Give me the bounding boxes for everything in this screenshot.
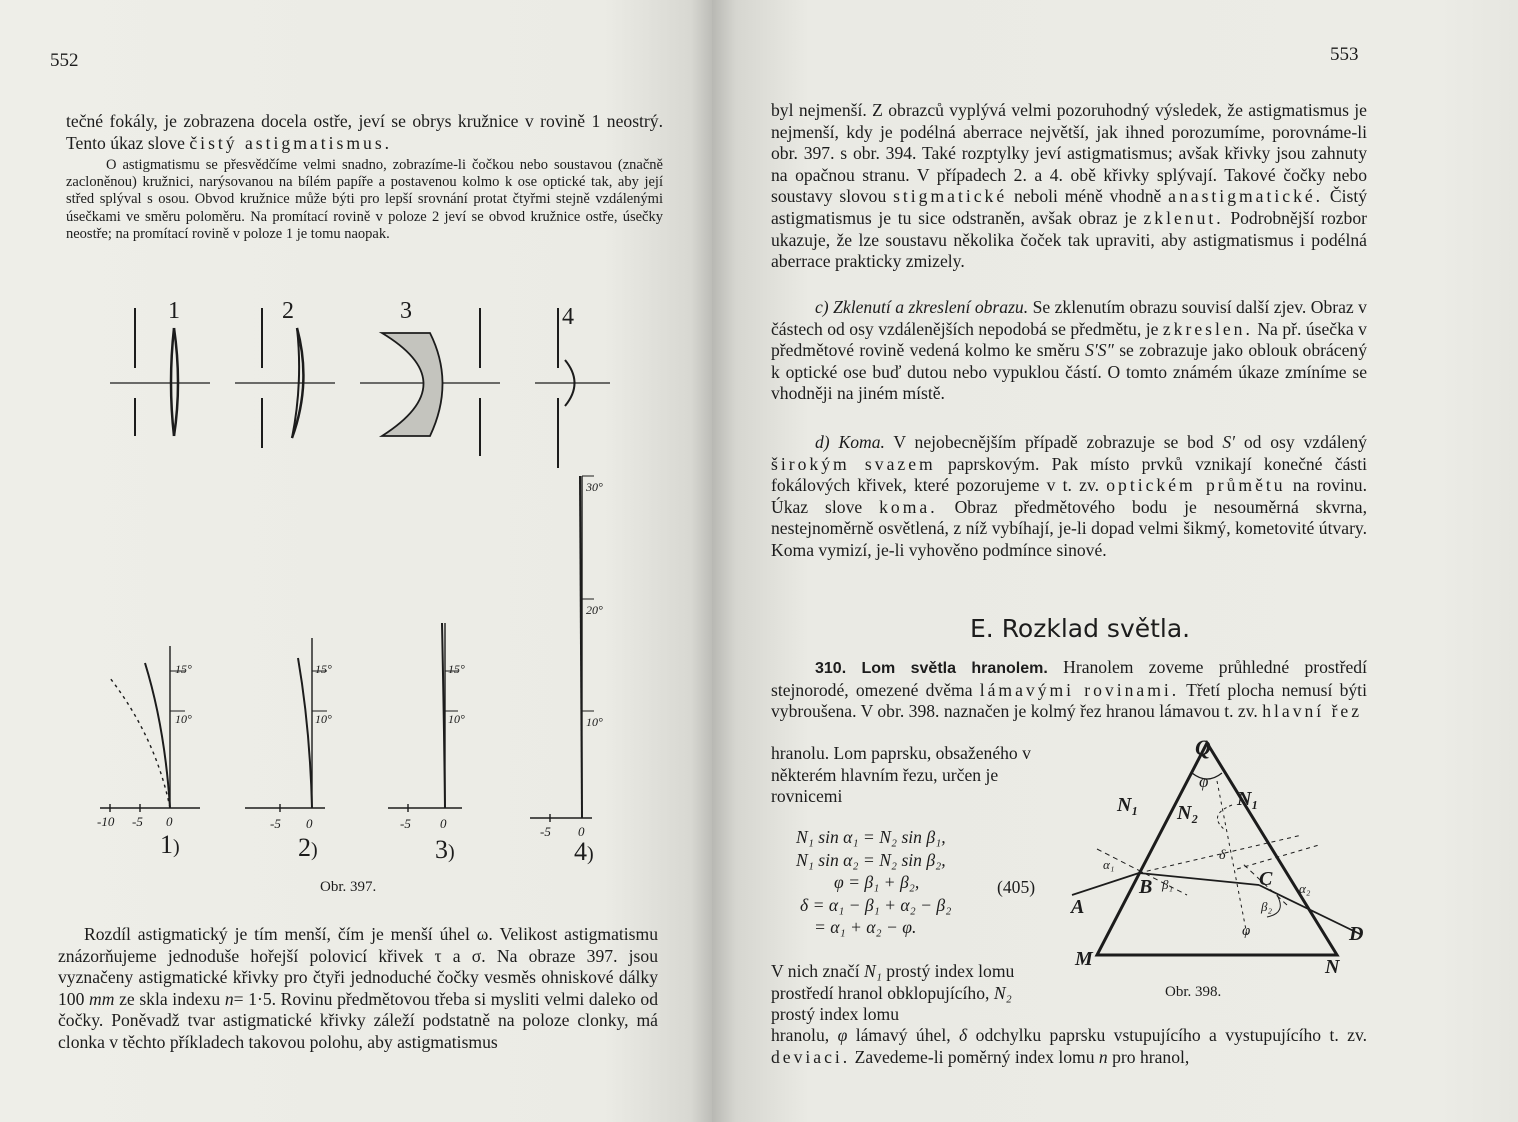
astigmatic-curves-4 [530,476,594,822]
svg-text:15°: 15° [448,662,465,676]
fig-label-2: 2 [282,298,294,324]
fig-label-4: 4 [562,304,574,330]
svg-text:-5: -5 [270,816,281,831]
svg-text:δ: δ [1219,848,1226,863]
svg-text:-5: -5 [400,816,411,831]
svg-text:15°: 15° [315,662,332,676]
paragraph-astigmatism-result: byl nejmenší. Z obrazců vyplývá velmi pozoruhodný výsledek, že astigmatismus je nejmenší, kdy je podélná aberrace největší, jak ihned porozumíme, porovnáme-li obr. 397. s obr. 394. Také rozptylky jeví astigmatismus; avšak křivky jsou zahnuty na opačnou stranu. V případech 2. a 4. obě křivky splývají. Takové čočky nebo soustavy slovou stigmatické neboli méně vhodně anastigmatické. Čistý astigmatismus je tu sice odstraněn, avšak obraz je zklenut. Podrobnější rozbor ukazuje, že lze soustavu několika čoček tak upraviti, aby astigmatismus i podélná aberrace prakticky zmizely. [771,100,1368,272]
svg-text:20°: 20° [586,603,603,617]
fig-label-1: 1 [168,298,180,324]
svg-text:N: N [1325,956,1340,978]
svg-text:α₂: α₂ [1299,881,1311,896]
paragraph-astigmatic-difference: Rozdíl astigmatický je tím menší, čím je menší úhel ω. Velikost astigmatismu znázorňujeme jednoduše hořejší polovicí křivek τ a σ. Na obraze 397. jsou vyznačeny astigmatické křivky pro čtyři jednoduché čočky vesměs ohniskové dálky 100 mm ze skla indexu n= 1·5. Rovinu předmětovou třeba si mysliti velmi daleko od čočky. Poněvadž tvar astigmatické křivky záleží podstatně na poloze clonky, má clonka v těchto příkladech takovou polohu, aby astigmatismus [58,924,659,1052]
svg-text:C: C [1259,868,1273,890]
panel-label-4: 4) [574,837,594,866]
emergent-ray [1259,885,1362,935]
svg-text:10°: 10° [448,712,465,726]
equation-block-405: N₁ sin α₁ = N₂ sin β₁, N₁ sin α₂ = N₂ sin β₂, φ = β₁ + β₂, δ = α₁ − β₁ + α₂ − β₂ = α₁ + α₂ − φ. [796,827,952,937]
paragraph-coma: d) Koma. V nejobecnějším případě zobrazuje se bod S′ od osy vzdálený širokým svazem paprskovým. Pak místo prvků vznikají konečné části fokálových křivek, které pozorujeme v t. zv. optickém průmětu na rovinu. Úkaz slove koma. Obraz předmětového bodu je nesouměrná skvrna, nestejnoměrně osvětlená, z níž vybíhají, je-li dopad velmi šikmý, kometovité útvary. Koma vymizí, je-li vyhověno podmínce sinové. [771,432,1367,560]
paragraph-deviation: hranolu, φ lámavý úhel, δ odchylku paprsku vstupujícího a vystupujícího t. zv. deviaci. Zavedeme-li poměrný index lomu n pro hranol, [771,1025,1368,1067]
svg-text:A: A [1071,896,1085,918]
lens-diagram-2 [235,308,335,448]
svg-text:D: D [1349,923,1364,945]
lens-diagram-1 [110,308,210,436]
svg-text:φ: φ [1199,772,1209,791]
paragraph-prism-intro: 310. Lom světla hranolem. Hranolem zoveme průhledné prostředí stejnorodé, omezené dvěma lámavými rovinami. Třetí plocha nemusí býti vybroušena. V obr. 398. naznačen je kolmý řez hranou lámavou t. zv. hlavní řez [771,657,1367,722]
figure-397 [90,288,630,908]
svg-text:0: 0 [166,814,173,829]
svg-text:N₁: N₁ [1237,788,1259,810]
paragraph-astigmatism-intro: tečné fokály, je zobrazena docela ostře, jeví se obrys kružnice v rovině 1 neostrý. Tento úkaz slove čistý astigmatismus. [66,111,663,153]
lens-diagram-3 [360,308,500,456]
figure-398 [1067,735,1387,985]
figure-397-caption: Obr. 397. [320,879,377,895]
lens-diagram-4 [535,308,610,468]
fig-label-3: 3 [400,298,412,324]
panel-label-2: 2) [298,833,318,862]
paragraph-index-definitions: V nich značí N₁ prostý index lomu prostředí hranol obklopujícího, N₂ prostý index lomu [771,961,1015,1025]
paragraph-field-curvature: c) Zklenutí a zkreslení obrazu. Se zklenutím obrazu souvisí další zjev. Obraz v částech od osy vzdálenějších nepodobá se předmětu, je zkreslen. Na př. úsečka v předmětové rovině vedená kolmo ke směru S′S″ se zobrazuje jako oblouk obrácený k optické ose buď dutou nebo vypuklou částí. O tomto známém úkaze zmíníme se vhodněji na jiném místě. [771,297,1367,404]
svg-text:β₂: β₂ [1261,899,1272,914]
left-page [0,0,712,1122]
svg-text:φ: φ [1242,923,1251,939]
svg-text:30°: 30° [586,480,603,494]
svg-text:N₁: N₁ [1117,794,1139,816]
figure-398-caption: Obr. 398. [1165,984,1222,1000]
svg-text:-5: -5 [132,814,143,829]
page-number: 553 [1330,44,1359,65]
svg-text:10°: 10° [175,712,192,726]
svg-text:β₁: β₁ [1162,877,1173,892]
right-page [712,0,1518,1122]
svg-text:N₂: N₂ [1177,802,1199,824]
equation-number: (405) [997,877,1036,897]
svg-text:15°: 15° [175,662,192,676]
svg-text:0: 0 [578,824,585,839]
panel-label-3: 3) [435,835,455,864]
svg-text:10°: 10° [586,715,603,729]
prism-triangle [1097,743,1337,955]
svg-text:M: M [1075,948,1093,970]
section-heading: E. Rozklad světla. [970,614,1191,643]
svg-text:0: 0 [306,816,313,831]
svg-text:0: 0 [440,816,447,831]
svg-text:10°: 10° [315,712,332,726]
panel-label-1: 1) [160,830,180,859]
page-number: 552 [50,50,79,71]
svg-text:α₁: α₁ [1103,857,1115,872]
svg-text:-5: -5 [540,824,551,839]
svg-text:B: B [1139,876,1153,898]
internal-ray [1139,873,1259,885]
paragraph-astigmatism-experiment: O astigmatismu se přesvědčíme velmi snadno, zobrazíme-li čočkou nebo soustavou (značně zacloněnou) kružnici, narýsovanou na bílém papíře a postavenou kolmo k ose optické tak, aby její střed splýval s osou. Obvod kružnice může býti pro lepší srovnání protat čtyřmi stejně vzdálenými úsečkami ve směru poloměru. Na promítací rovině v poloze 2 jeví se obvod kružnice ostře, úsečky neostře; na promítací rovině v poloze 1 je tomu naopak. [66,157,663,242]
svg-text:Q: Q [1195,735,1211,760]
paragraph-prism-refraction: hranolu. Lom paprsku, obsaženého v některém hlavním řezu, určen je rovnicemi [771,743,1031,807]
svg-text:-10: -10 [97,814,115,829]
